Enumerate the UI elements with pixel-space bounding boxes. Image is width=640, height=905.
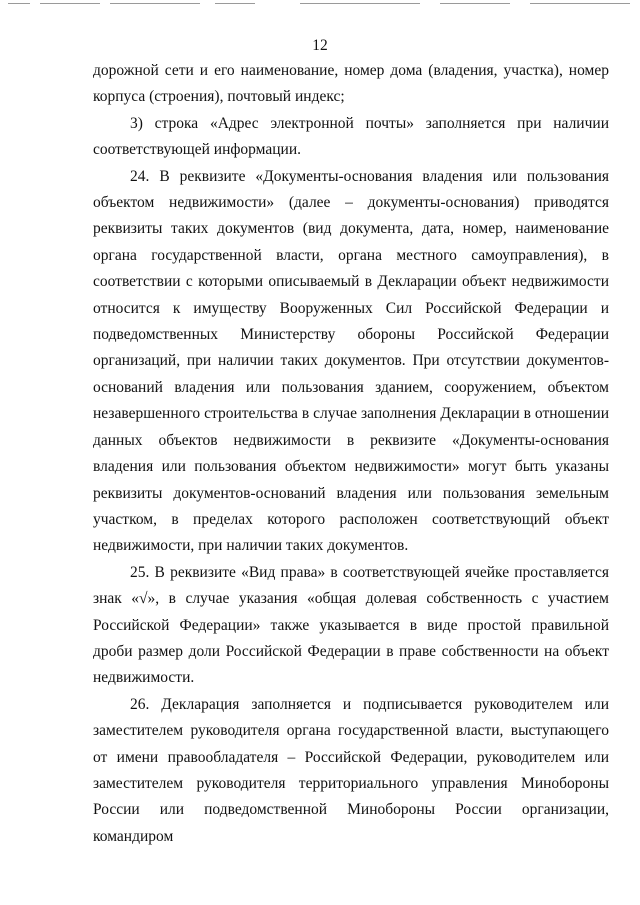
paragraph-address-continuation: дорожной сети и его наименование, номер дома (владения, участка), номер корпуса (строения), почтовый индекс; (93, 62, 609, 106)
document-body (93, 58, 609, 850)
paragraph-email-line: 3) строка «Адрес электронной почты» заполняется при наличии соответствующей информации. (93, 114, 609, 159)
paragraph-26: 26. Декларация заполняется и подписывается руководителем или заместителем руководителя органа государственной власти, выступающего от имени правообладателя – Российской Федерации, руководителем или заместителем руководителя территориального управления Минобороны России или подведомственной Минобороны России организации, командиром (93, 695, 609, 845)
scan-edge-artifact (0, 0, 640, 10)
paragraph-24: 24. В реквизите «Документы-основания владения или пользования объектом недвижимости» (далее – документы-основания) приводятся реквизиты таких документов (вид документа, дата, номер, наименование органа государственной власти, органа местного самоуправления), в соответствии с которыми описываемый в Декларации объект недвижимости относится к имуществу Вооруженных Сил Российской Федерации и подведомственных Министерству обороны Российской Федерации организаций, при наличии таких документов. При отсутствии документов-оснований владения или пользования зданием, сооружением, объектом незавершенного строительства в случае заполнения Декларации в отношении данных объектов недвижимости в реквизите «Документы-основания владения или пользования объектом недвижимости» могут быть указаны реквизиты документов-оснований владения или пользования земельным участком, в пределах которого расположен соответствующий объект недвижимости, при наличии таких документов. (93, 167, 609, 555)
page-number: 12 (312, 37, 328, 54)
paragraph-25: 25. В реквизите «Вид права» в соответствующей ячейке проставляется знак «√», в случае указания «общая долевая собственность с участием Российской Федерации» также указывается в виде простой правильной дроби размер доли Российской Федерации в праве собственности на объект недвижимости. (93, 563, 609, 687)
